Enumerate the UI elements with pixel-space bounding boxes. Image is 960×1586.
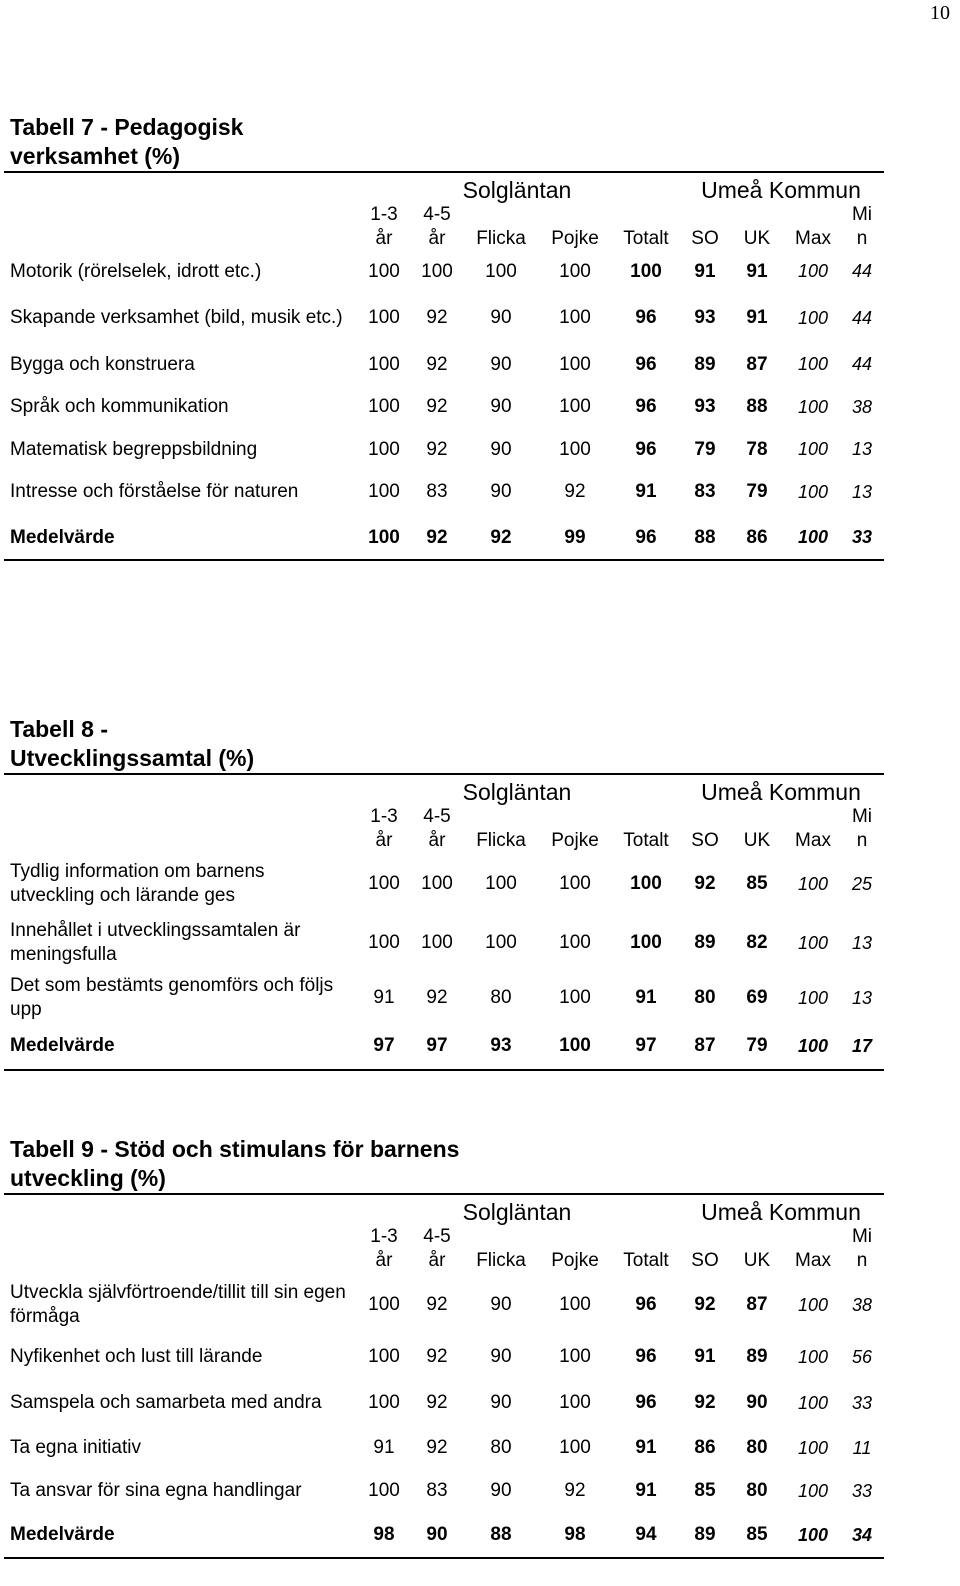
- column-header: Max: [795, 228, 831, 249]
- table-cell: 100: [559, 396, 591, 417]
- column-header: n: [856, 830, 868, 851]
- column-header: Pojke: [551, 228, 599, 249]
- table-cell: 85: [694, 1480, 716, 1501]
- column-header-top: Mi: [851, 1226, 873, 1247]
- column-group-row: [4, 775, 884, 805]
- table-row: [4, 1427, 884, 1469]
- table-cell: 13: [851, 481, 873, 502]
- table-cell: 92: [426, 1437, 448, 1458]
- column-header-top: 4-5: [423, 806, 451, 827]
- table-cell: 100: [559, 1346, 591, 1367]
- table-cell: 96: [635, 1392, 657, 1413]
- table-cell: 87: [694, 1035, 716, 1056]
- table-cell: 92: [426, 396, 448, 417]
- table-cell: 90: [490, 396, 512, 417]
- table-title-line: Tabell 7 - Pedagogisk: [10, 114, 244, 140]
- table-cell: 100: [797, 1437, 829, 1458]
- page-number: 10: [930, 2, 950, 24]
- table-cell: 89: [694, 932, 716, 953]
- table-cell: 83: [426, 1480, 448, 1501]
- table-cell: 100: [797, 439, 829, 459]
- table-cell: 90: [426, 1524, 448, 1545]
- table-cell: 82: [746, 932, 768, 953]
- column-header-top: 1-3: [370, 1226, 398, 1247]
- column-header: Flicka: [476, 228, 526, 249]
- column-header: UK: [743, 228, 771, 249]
- table-cell: 13: [851, 439, 873, 459]
- table-cell: 100: [630, 873, 662, 894]
- table-cell: 33: [851, 1480, 873, 1501]
- table-cell: 100: [559, 307, 591, 328]
- table-cell: 100: [559, 438, 591, 460]
- table-cell: 79: [746, 481, 768, 502]
- table-cell: 100: [485, 260, 517, 282]
- column-header: år: [375, 830, 393, 851]
- table-cell: 100: [559, 1294, 591, 1315]
- table-cell: 100: [421, 260, 453, 282]
- table-row: [4, 1469, 884, 1513]
- column-header: n: [856, 1250, 868, 1271]
- table-cell: 92: [426, 987, 448, 1008]
- mean-row: [4, 1023, 884, 1069]
- table-cell: 100: [559, 873, 591, 894]
- table-cell: 100: [368, 1392, 400, 1413]
- column-header-top: Mi: [851, 204, 873, 225]
- table-title: [4, 715, 884, 773]
- table-cell: 92: [694, 1392, 716, 1413]
- table-cell: 100: [797, 1035, 829, 1056]
- table-cell: 44: [851, 354, 873, 374]
- table-cell: 100: [797, 1392, 829, 1413]
- column-header: år: [428, 830, 446, 851]
- column-group-row: [4, 1195, 884, 1225]
- table-cell: 100: [797, 1480, 829, 1501]
- mean-row: [4, 516, 884, 559]
- table-cell: 92: [564, 481, 586, 502]
- table-cell: 92: [426, 307, 448, 328]
- table-title: [4, 113, 884, 171]
- table-cell: 94: [635, 1524, 657, 1545]
- table-row: [4, 973, 884, 1023]
- table-cell: 100: [421, 932, 453, 953]
- table-cell: 69: [746, 987, 768, 1008]
- table-cell: 80: [746, 1480, 768, 1501]
- table-cell: 91: [373, 1437, 395, 1458]
- group-header-solglantan: Solgläntan: [462, 1199, 572, 1225]
- table-cell: 79: [694, 438, 716, 460]
- table-title-line: verksamhet (%): [10, 143, 181, 169]
- table-cell: 80: [746, 1437, 768, 1458]
- table-cell: 100: [368, 873, 400, 894]
- table-cell: 97: [635, 1035, 657, 1056]
- table-cell: 90: [490, 438, 512, 460]
- table-row: [4, 290, 884, 346]
- table-cell: 100: [797, 527, 829, 547]
- row-label: Bygga och konstruera: [10, 353, 195, 375]
- table-cell: 83: [426, 481, 448, 502]
- table-cell: 99: [564, 526, 586, 548]
- table-cell: 100: [368, 932, 400, 953]
- table-cell: 100: [368, 396, 400, 417]
- table-cell: 100: [368, 526, 400, 548]
- table-cell: 80: [694, 987, 716, 1008]
- table-cell: 89: [746, 1346, 768, 1367]
- table-cell: 100: [368, 353, 400, 375]
- table-cell: 100: [797, 873, 829, 894]
- table-cell: 96: [635, 526, 657, 548]
- column-header: Pojke: [551, 830, 599, 851]
- table-cell: 93: [694, 396, 716, 417]
- table-cell: 98: [373, 1524, 395, 1545]
- table-cell: 100: [368, 307, 400, 328]
- table-cell: 85: [746, 1524, 768, 1545]
- table-block: [4, 715, 884, 1071]
- table-cell: 83: [694, 481, 716, 502]
- column-header: Totalt: [623, 228, 669, 249]
- table-cell: 11: [852, 1437, 872, 1458]
- column-header: år: [428, 228, 446, 249]
- table-cell: 91: [635, 1437, 657, 1458]
- table-cell: 97: [426, 1035, 448, 1056]
- row-label: Det som bestämts genomförs och följs upp: [10, 975, 334, 1020]
- table-cell: 92: [564, 1480, 586, 1501]
- column-header-row: [4, 805, 884, 855]
- table-cell: 91: [746, 307, 768, 328]
- table-cell: 44: [851, 307, 873, 328]
- table-cell: 92: [426, 1294, 448, 1315]
- table-cell: 86: [694, 1437, 716, 1458]
- table-cell: 100: [368, 1346, 400, 1367]
- table-cell: 98: [564, 1524, 586, 1545]
- table-cell: 100: [368, 438, 400, 460]
- table-cell: 85: [746, 873, 768, 894]
- table-cell: 90: [490, 307, 512, 328]
- table-cell: 86: [746, 526, 768, 548]
- row-label: Utveckla självförtroende/tillit till sin egen förmåga: [10, 1282, 346, 1327]
- table-cell: 38: [851, 1294, 873, 1315]
- table-cell: 25: [851, 873, 873, 894]
- bottom-rule: [4, 1557, 884, 1559]
- column-header: SO: [691, 228, 719, 249]
- group-header-solglantan: Solgläntan: [462, 779, 572, 805]
- table-cell: 91: [635, 481, 657, 502]
- row-label: Ta egna initiativ: [10, 1437, 141, 1458]
- table-cell: 89: [694, 353, 716, 375]
- table-row: [4, 431, 884, 468]
- table-cell: 93: [490, 1035, 512, 1056]
- column-header: Flicka: [476, 830, 526, 851]
- table-cell: 100: [559, 987, 591, 1008]
- column-header-top: Mi: [851, 806, 873, 827]
- column-header: Max: [795, 1250, 831, 1271]
- table-cell: 92: [426, 438, 448, 460]
- table-row: [4, 383, 884, 431]
- table-title: [4, 1135, 884, 1193]
- table-cell: 100: [797, 987, 829, 1008]
- column-header: UK: [743, 830, 771, 851]
- table-cell: 100: [559, 260, 591, 282]
- column-header: SO: [691, 1250, 719, 1271]
- table-cell: 89: [694, 1524, 716, 1545]
- table-cell: 88: [490, 1524, 512, 1545]
- table-cell: 33: [851, 1392, 873, 1413]
- column-header: UK: [743, 1250, 771, 1271]
- table-cell: 44: [851, 261, 873, 281]
- table-cell: 90: [746, 1392, 768, 1413]
- row-label: Samspela och samarbeta med andra: [10, 1392, 322, 1413]
- table-cell: 100: [485, 873, 517, 894]
- table-cell: 91: [694, 260, 716, 282]
- table-cell: 87: [746, 353, 768, 375]
- table-title-line: Tabell 9 - Stöd och stimulans för barnens: [10, 1136, 460, 1162]
- table-row: [4, 1335, 884, 1379]
- table-cell: 88: [746, 396, 768, 417]
- group-header-umea: Umeå Kommun: [701, 779, 861, 805]
- mean-label: Medelvärde: [10, 526, 115, 548]
- table-cell: 90: [490, 1480, 512, 1501]
- table-cell: 13: [851, 932, 873, 953]
- table-title-line: Tabell 8 -: [10, 716, 108, 742]
- table-cell: 97: [373, 1035, 395, 1056]
- table-cell: 90: [490, 1294, 512, 1315]
- table-cell: 100: [559, 1035, 591, 1056]
- table-cell: 100: [630, 260, 662, 282]
- table-cell: 100: [630, 932, 662, 953]
- group-header-umea: Umeå Kommun: [701, 1199, 861, 1225]
- column-header: Max: [795, 830, 831, 851]
- table-cell: 92: [490, 526, 512, 548]
- table-cell: 56: [851, 1346, 873, 1367]
- table-cell: 87: [746, 1294, 768, 1315]
- column-header-row: [4, 1225, 884, 1275]
- column-header-top: 4-5: [423, 1226, 451, 1247]
- table-cell: 96: [635, 1294, 657, 1315]
- table-cell: 100: [797, 1294, 829, 1315]
- table-cell: 100: [368, 260, 400, 282]
- column-header: år: [428, 1250, 446, 1271]
- table-cell: 92: [426, 353, 448, 375]
- mean-label: Medelvärde: [10, 1524, 115, 1545]
- table-cell: 88: [694, 526, 716, 548]
- table-cell: 100: [797, 932, 829, 953]
- group-header-umea: Umeå Kommun: [701, 177, 861, 203]
- table-cell: 38: [851, 396, 873, 417]
- table-cell: 90: [490, 353, 512, 375]
- column-header-row: [4, 203, 884, 253]
- table-cell: 80: [490, 1437, 512, 1458]
- table-cell: 79: [746, 1035, 768, 1056]
- table-cell: 100: [559, 1437, 591, 1458]
- row-label: Nyfikenhet och lust till lärande: [10, 1346, 263, 1367]
- column-header: n: [856, 228, 868, 249]
- table-row: [4, 468, 884, 516]
- mean-label: Medelvärde: [10, 1035, 115, 1056]
- table-cell: 96: [635, 396, 657, 417]
- table-cell: 91: [694, 1346, 716, 1367]
- table-row: [4, 346, 884, 383]
- table-cell: 92: [426, 526, 448, 548]
- column-header-top: 1-3: [370, 806, 398, 827]
- table-cell: 100: [797, 396, 829, 417]
- table-cell: 96: [635, 438, 657, 460]
- table-cell: 100: [797, 1346, 829, 1367]
- bottom-rule: [4, 1069, 884, 1071]
- row-label: Skapande verksamhet (bild, musik etc.): [10, 307, 343, 328]
- row-label: Ta ansvar för sina egna handlingar: [10, 1480, 302, 1501]
- table-cell: 92: [694, 873, 716, 894]
- table-cell: 96: [635, 1346, 657, 1367]
- table-cell: 100: [421, 873, 453, 894]
- table-block: [4, 1135, 884, 1559]
- row-label: Tydlig information om barnens utveckling och lärande ges: [10, 861, 265, 906]
- table-cell: 100: [797, 1524, 829, 1545]
- table-cell: 100: [368, 1294, 400, 1315]
- column-header: år: [375, 1250, 393, 1271]
- table-row: [4, 913, 884, 973]
- table-cell: 92: [426, 1392, 448, 1413]
- table-cell: 100: [559, 932, 591, 953]
- row-label: Intresse och förståelse för naturen: [10, 481, 299, 502]
- column-header-top: 4-5: [423, 204, 451, 225]
- table-row: [4, 1379, 884, 1427]
- column-header-top: 1-3: [370, 204, 398, 225]
- table-cell: 100: [485, 932, 517, 953]
- table-cell: 33: [851, 527, 873, 547]
- table-cell: 91: [746, 260, 768, 282]
- table-cell: 100: [368, 1480, 400, 1501]
- column-header: Totalt: [623, 1250, 669, 1271]
- column-header: Flicka: [476, 1250, 526, 1271]
- table-cell: 100: [559, 353, 591, 375]
- table-cell: 93: [694, 307, 716, 328]
- table-cell: 100: [797, 354, 829, 374]
- bottom-rule: [4, 559, 884, 561]
- group-header-solglantan: Solgläntan: [462, 177, 572, 203]
- table-block: [4, 113, 884, 561]
- table-cell: 17: [851, 1035, 873, 1056]
- row-label: Matematisk begreppsbildning: [10, 438, 258, 460]
- table-cell: 34: [851, 1524, 873, 1545]
- table-title-line: Utvecklingssamtal (%): [10, 745, 255, 771]
- table-row: [4, 253, 884, 290]
- table-cell: 78: [746, 438, 768, 460]
- row-label: Språk och kommunikation: [10, 396, 229, 417]
- mean-row: [4, 1513, 884, 1557]
- table-cell: 90: [490, 1346, 512, 1367]
- table-cell: 100: [559, 1392, 591, 1413]
- row-label: Motorik (rörelselek, idrott etc.): [10, 260, 262, 282]
- table-cell: 96: [635, 307, 657, 328]
- table-cell: 91: [635, 987, 657, 1008]
- table-cell: 13: [851, 987, 873, 1008]
- table-cell: 92: [426, 1346, 448, 1367]
- table-cell: 100: [797, 307, 829, 328]
- table-row: [4, 855, 884, 913]
- table-cell: 92: [694, 1294, 716, 1315]
- table-cell: 100: [797, 481, 829, 502]
- column-header: SO: [691, 830, 719, 851]
- table-cell: 91: [635, 1480, 657, 1501]
- table-cell: 80: [490, 987, 512, 1008]
- table-title-line: utveckling (%): [10, 1165, 166, 1191]
- column-header: år: [375, 228, 393, 249]
- table-cell: 96: [635, 353, 657, 375]
- column-group-row: [4, 173, 884, 203]
- table-row: [4, 1275, 884, 1335]
- table-cell: 100: [368, 481, 400, 502]
- column-header: Pojke: [551, 1250, 599, 1271]
- table-cell: 100: [797, 261, 829, 281]
- column-header: Totalt: [623, 830, 669, 851]
- table-cell: 90: [490, 1392, 512, 1413]
- table-cell: 91: [373, 987, 395, 1008]
- table-cell: 90: [490, 481, 512, 502]
- row-label: Innehållet i utvecklingssamtalen är meningsfulla: [10, 920, 301, 965]
